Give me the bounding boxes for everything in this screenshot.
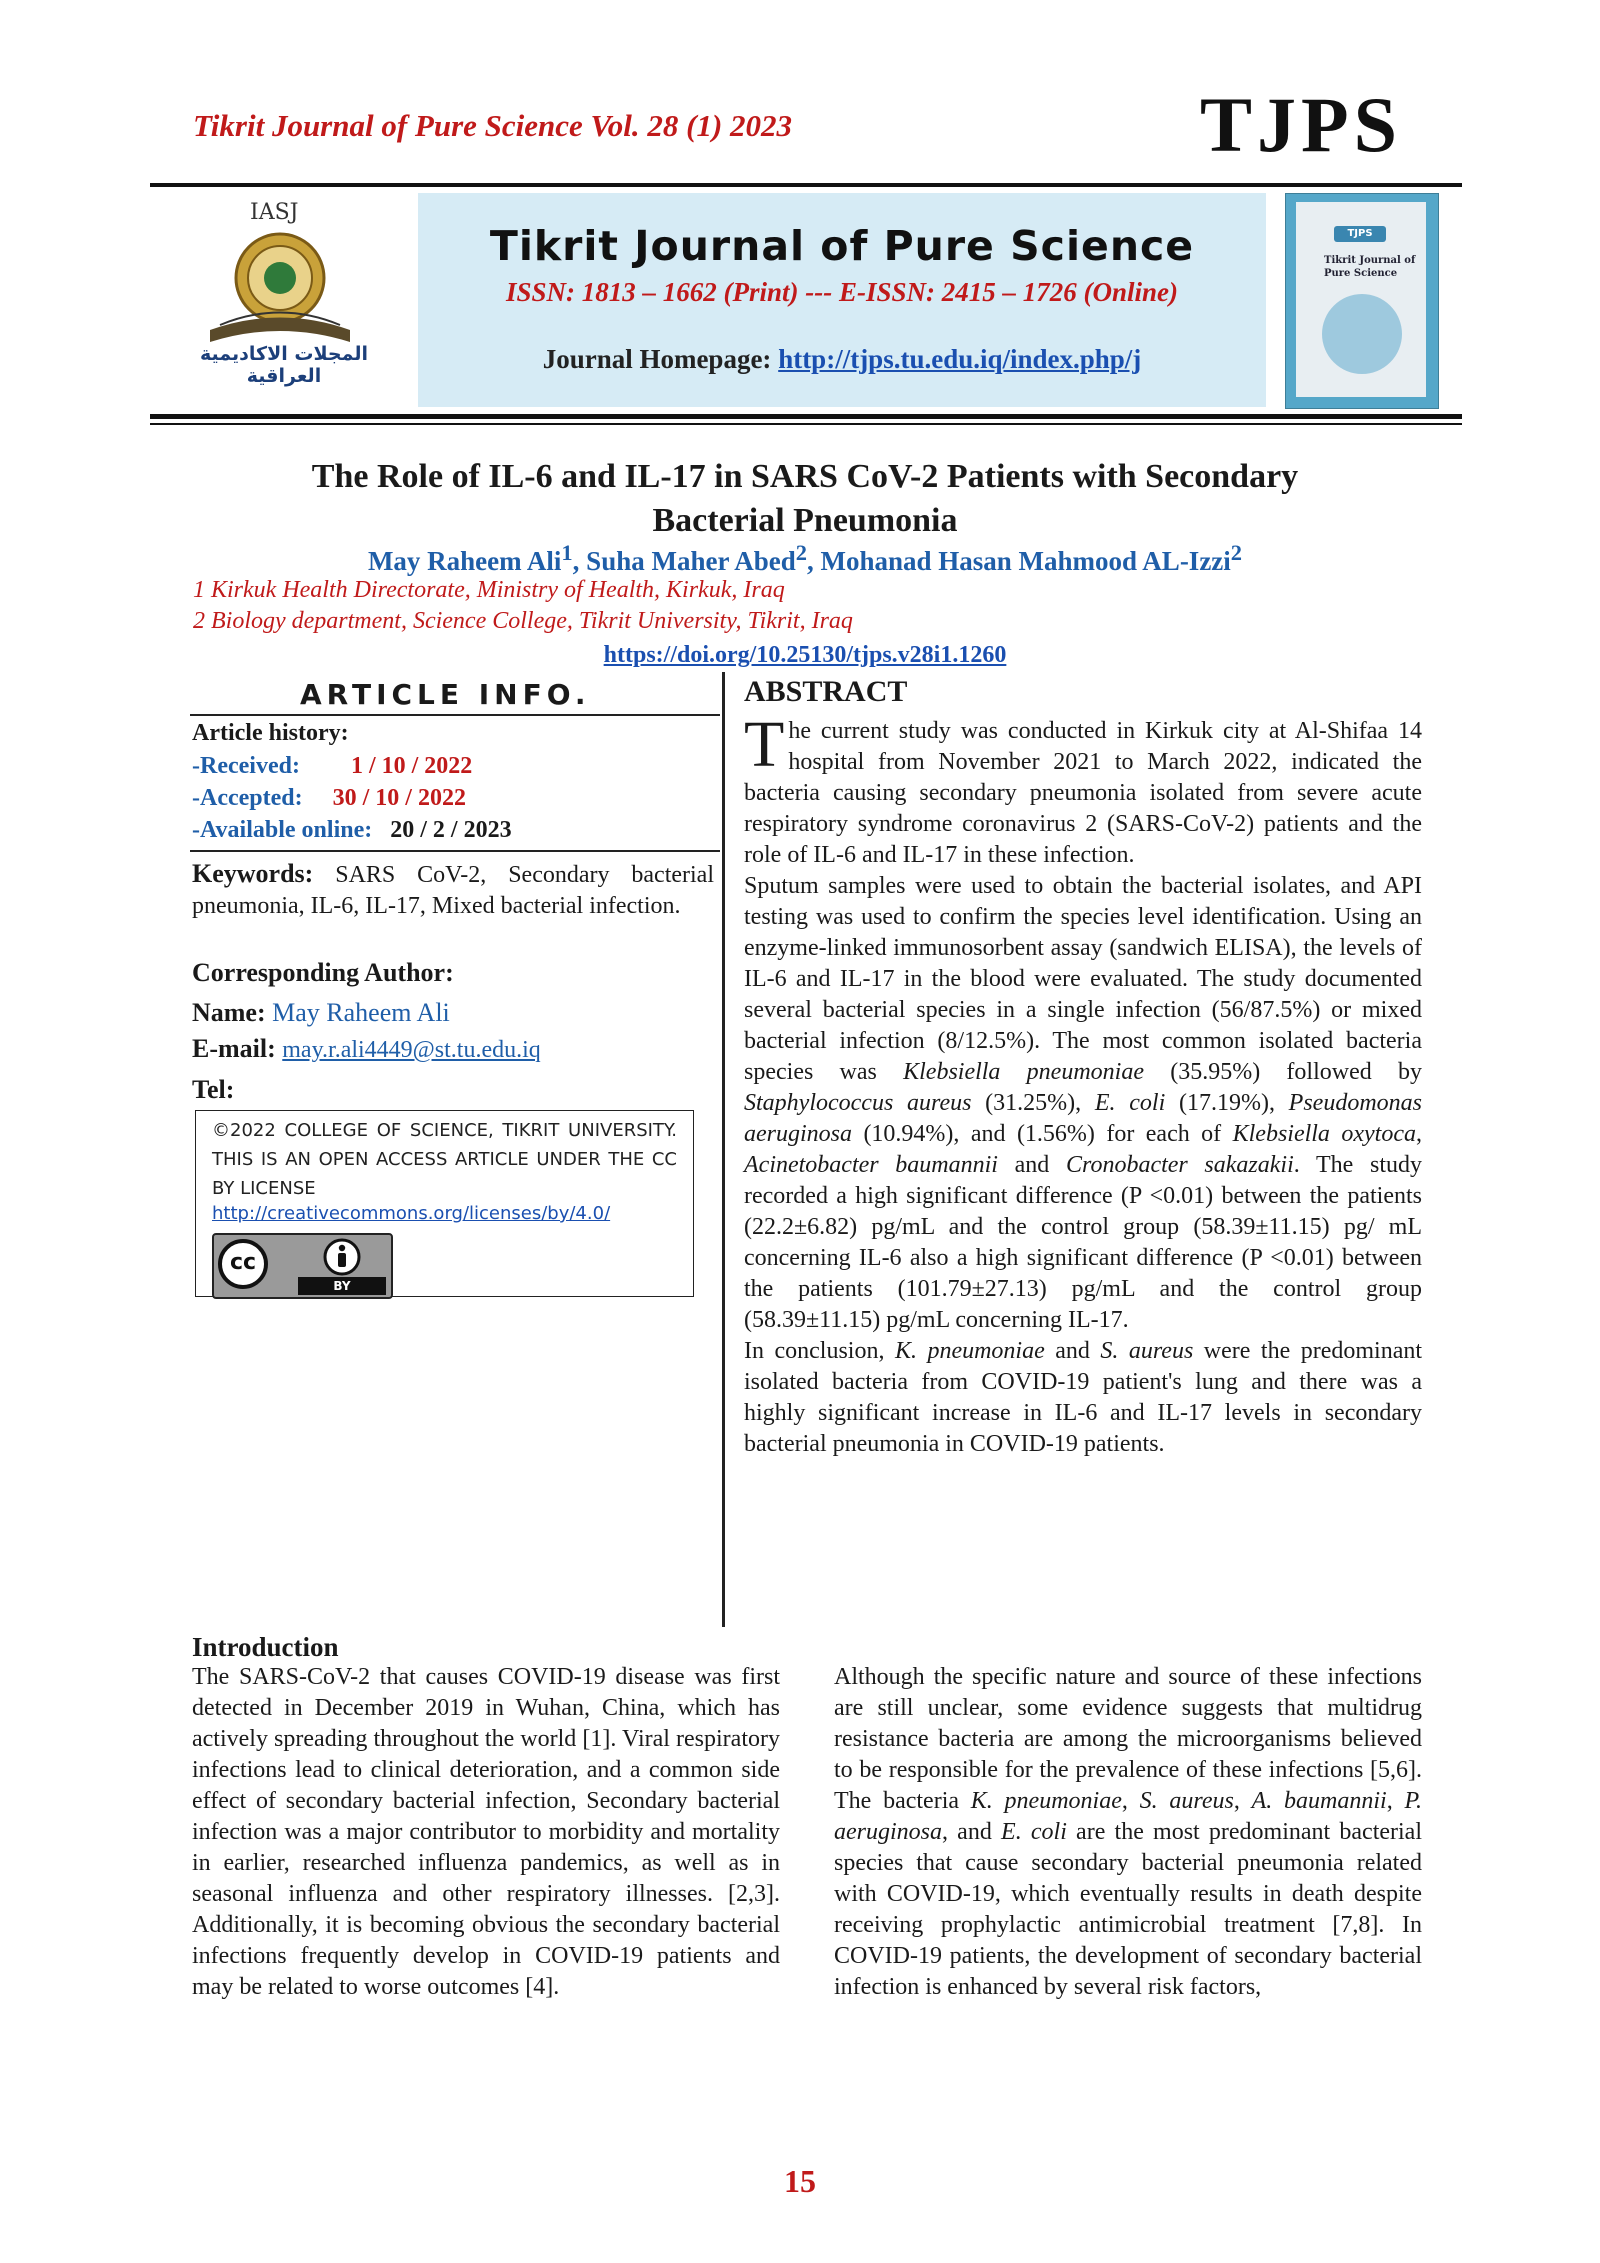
abstract-text: (10.94%), and (1.56%) for each of [852,1121,1233,1147]
corresponding-name: May Raheem Ali [272,998,450,1027]
iasj-logo [160,200,410,387]
species-name: E. coli [1001,1819,1067,1845]
species-name: K. pneumoniae [894,1338,1045,1364]
cc-by-badge [212,1233,393,1299]
by-label: BY [298,1277,386,1295]
journal-brand: TJPS [1200,81,1403,168]
abstract-paragraph-3 [744,1336,1422,1460]
abstract-heading: ABSTRACT [744,675,908,708]
online-date: 20 / 2 / 2023 [390,817,512,843]
license-link[interactable]: http://creativecommons.org/licenses/by/4.0/ [212,1203,611,1224]
cover-badge: TJPS [1334,226,1386,242]
tel-label: Tel: [192,1075,235,1104]
author-sup: 1 [561,540,573,565]
abstract-text: he current study was conducted in Kirkuk city at Al-Shifaa 14 hospital from November 2021 to March 2022, indicated the bacteria causing secondary pneumonia isolated from severe acute respiratory syndrome coronavirus 2 (SARS-CoV-2) patients and the role of IL-6 and IL-17 in these infection. [744,718,1422,868]
running-header: Tikrit Journal of Pure Science Vol. 28 (1) 2023 [193,108,793,143]
dropcap: T [744,708,785,781]
intro-text: , and [942,1819,1002,1845]
species-name: Staphylococcus aureus [744,1090,972,1116]
species-name: S. aureus [1139,1788,1234,1814]
abstract-text: (31.25%), [971,1090,1095,1116]
abstract-text: . The study recorded a high significant difference (P <0.01) between the patients (22.2±6.82) pg/mL and the control group (58.39±11.15) pg/ mL concerning IL-6 also a high significant difference (P <0.01) between the patients (101.79±27.13) pg/mL and the control group (58.39±11.15) pg/mL concerning IL-17. [744,1152,1423,1333]
column-divider [722,672,725,1627]
page-number: 15 [784,2163,816,2199]
cover-title: Tikrit Journal of Pure Science [1324,255,1416,279]
logo-label: IASJ [250,200,299,225]
title-line-1: The Role of IL-6 and IL-17 in SARS CoV-2 Patients with Secondary [311,458,1299,495]
abstract-body [744,708,1423,1460]
affiliation-1: 1 Kirkuk Health Directorate, Ministry of Health, Kirkuk, Iraq [193,577,785,603]
doi-link[interactable]: https://doi.org/10.25130/tjps.v28i1.1260 [603,642,1007,668]
cc-icon: cc [218,1239,268,1289]
article-title [160,455,1450,543]
article-info-heading: ARTICLE INFO. [300,678,591,711]
history-label: Article history: [192,720,349,746]
email-link[interactable]: may.r.ali4449@st.tu.edu.iq [282,1037,541,1063]
logo-arabic: المجلات الاكاديمية العراقية [200,343,368,387]
intro-text: Although the specific nature and source of these infections are still unclear, some evidence suggests that multidrug resistance bacteria are among the microorganisms believed to be responsible for the prevalence of these infections [5,6]. The bacteria [834,1664,1422,1814]
introduction-column-2 [834,1662,1422,2003]
email-row [192,1034,541,1064]
accepted-label: -Accepted: [192,785,303,811]
abstract-text: and [1044,1338,1101,1364]
abstract-paragraph-2 [744,871,1422,1336]
author-name-row [192,998,450,1028]
header-rule [150,183,1462,187]
introduction-heading: Introduction [192,1632,339,1662]
banner-homepage [418,344,1266,375]
attribution-icon [298,1237,386,1277]
received-row [192,753,472,780]
banner-rule [150,414,1462,419]
keywords-label: Keywords: [192,859,314,888]
license-text: ©2022 COLLEGE OF SCIENCE, TIKRIT UNIVERSITY. THIS IS AN OPEN ACCESS ARTICLE UNDER THE CC BY LICENSE [212,1120,677,1199]
keywords [192,858,714,922]
email-label: E-mail: [192,1034,276,1063]
abstract-paragraph-1 [744,708,1422,871]
affiliation-2: 2 Biology department, Science College, Tikrit University, Tikrit, Iraq [193,608,853,634]
intro-text: , [1121,1788,1140,1814]
species-name: Klebsiella pneumoniae [903,1059,1144,1085]
abstract-text: , [1416,1121,1422,1147]
species-name: P. aeruginosa [834,1788,1423,1845]
accepted-date: 30 / 10 / 2022 [332,785,466,811]
cover-page [1296,202,1426,397]
received-date: 1 / 10 / 2022 [350,753,473,779]
introduction-column-1: The SARS-CoV-2 that causes COVID-19 disease was first detected in December 2019 in Wuhan, China, which has actively spreading throughout the world [1]. Viral respiratory infections lead to clinical deterioration, and a common side effect of secondary bacterial infection, Secondary bacterial infection was a major contributor to morbidity and mortality in earlier, researched influenza pandemics, as well as in seasonal influenza and other respiratory illnesses. [2,3]. Additionally, it is becoming obvious the secondary bacterial infections frequently develop in COVID-19 patients and may be related to worse outcomes [4]. [192,1664,780,2000]
journal-cover-thumbnail [1285,193,1439,409]
homepage-label: Journal Homepage: [542,344,772,374]
abstract-text: and [997,1152,1066,1178]
received-label: -Received: [192,753,300,779]
online-label: -Available online: [192,817,373,843]
intro-text: , [1386,1788,1405,1814]
banner-title: Tikrit Journal of Pure Science [489,222,1195,270]
corresponding-label: Corresponding Author: [192,958,454,987]
abstract-text: Sputum samples were used to obtain the bacterial isolates, and API testing was used to confirm the species level identification. Using an enzyme-linked immunosorbent assay (sandwich ELISA), the levels of IL-6 and IL-17 in the blood were evaluated. The study documented several bacterial species in a single infection (56/87.5%) or mixed bacterial infection (8/12.5%). The most common isolated bacteria species was [744,873,1422,1085]
banner-issn: ISSN: 1813 – 1662 (Print) --- E-ISSN: 2415 – 1726 (Online) [505,277,1179,307]
author-name: Mohanad Hasan Mahmood AL-Izzi [820,546,1231,576]
species-name: A. baumannii [1251,1788,1387,1814]
species-name: E. coli [1094,1090,1166,1116]
author-name: Suha Maher Abed [586,546,796,576]
abstract-text: (35.95%) followed by [1143,1059,1422,1085]
accepted-row [192,785,466,812]
name-label: Name: [192,998,266,1027]
abstract-text: In conclusion, [744,1338,895,1364]
species-name: S. aureus [1100,1338,1194,1364]
keywords-text: SARS CoV-2, Secondary bacterial pneumonia, IL-6, IL-17, Mixed bacterial infection. [192,862,714,919]
author-list: May Raheem Ali$^1$, Suha Maher Abed$^2$, Mohanad Hasan Mahmood AL-Izzi$^2$ [367,540,1243,576]
species-name: K. pneumoniae [970,1788,1122,1814]
homepage-link[interactable]: http://tjps.tu.edu.iq/index.php/j [778,344,1142,374]
author-sup: 2 [1230,540,1243,565]
article-info-rule [190,714,720,716]
species-name: Cronobacter sakazakii [1065,1152,1294,1178]
banner-rule-thin [150,423,1462,425]
abstract-text: (17.19%), [1165,1090,1289,1116]
history-rule [190,850,720,852]
intro-text: , [1233,1788,1252,1814]
online-row [192,817,512,844]
species-name: Acinetobacter baumannii [744,1152,998,1178]
species-name: Klebsiella oxytoca [1232,1121,1416,1147]
title-line-2: Bacterial Pneumonia [652,502,958,539]
author-sup: 2 [795,540,807,565]
intro-text: are the most predominant bacterial species that cause secondary bacterial pneumonia related with COVID-19, which eventually results in death despite receiving prophylactic antimicrobial treatment [7,8]. In COVID-19 patients, the development of secondary bacterial infection is enhanced by several risk factors, [834,1819,1423,2000]
abstract-text: were the predominant isolated bacteria from COVID-19 patient's lung and there was a highly significant increase in IL-6 and IL-17 levels in secondary bacterial pneumonia in COVID-19 patients. [744,1338,1423,1457]
species-name: Pseudomonas aeruginosa [744,1090,1422,1147]
cover-emblem-icon [1322,294,1402,374]
author-name: May Raheem Ali [367,546,562,576]
